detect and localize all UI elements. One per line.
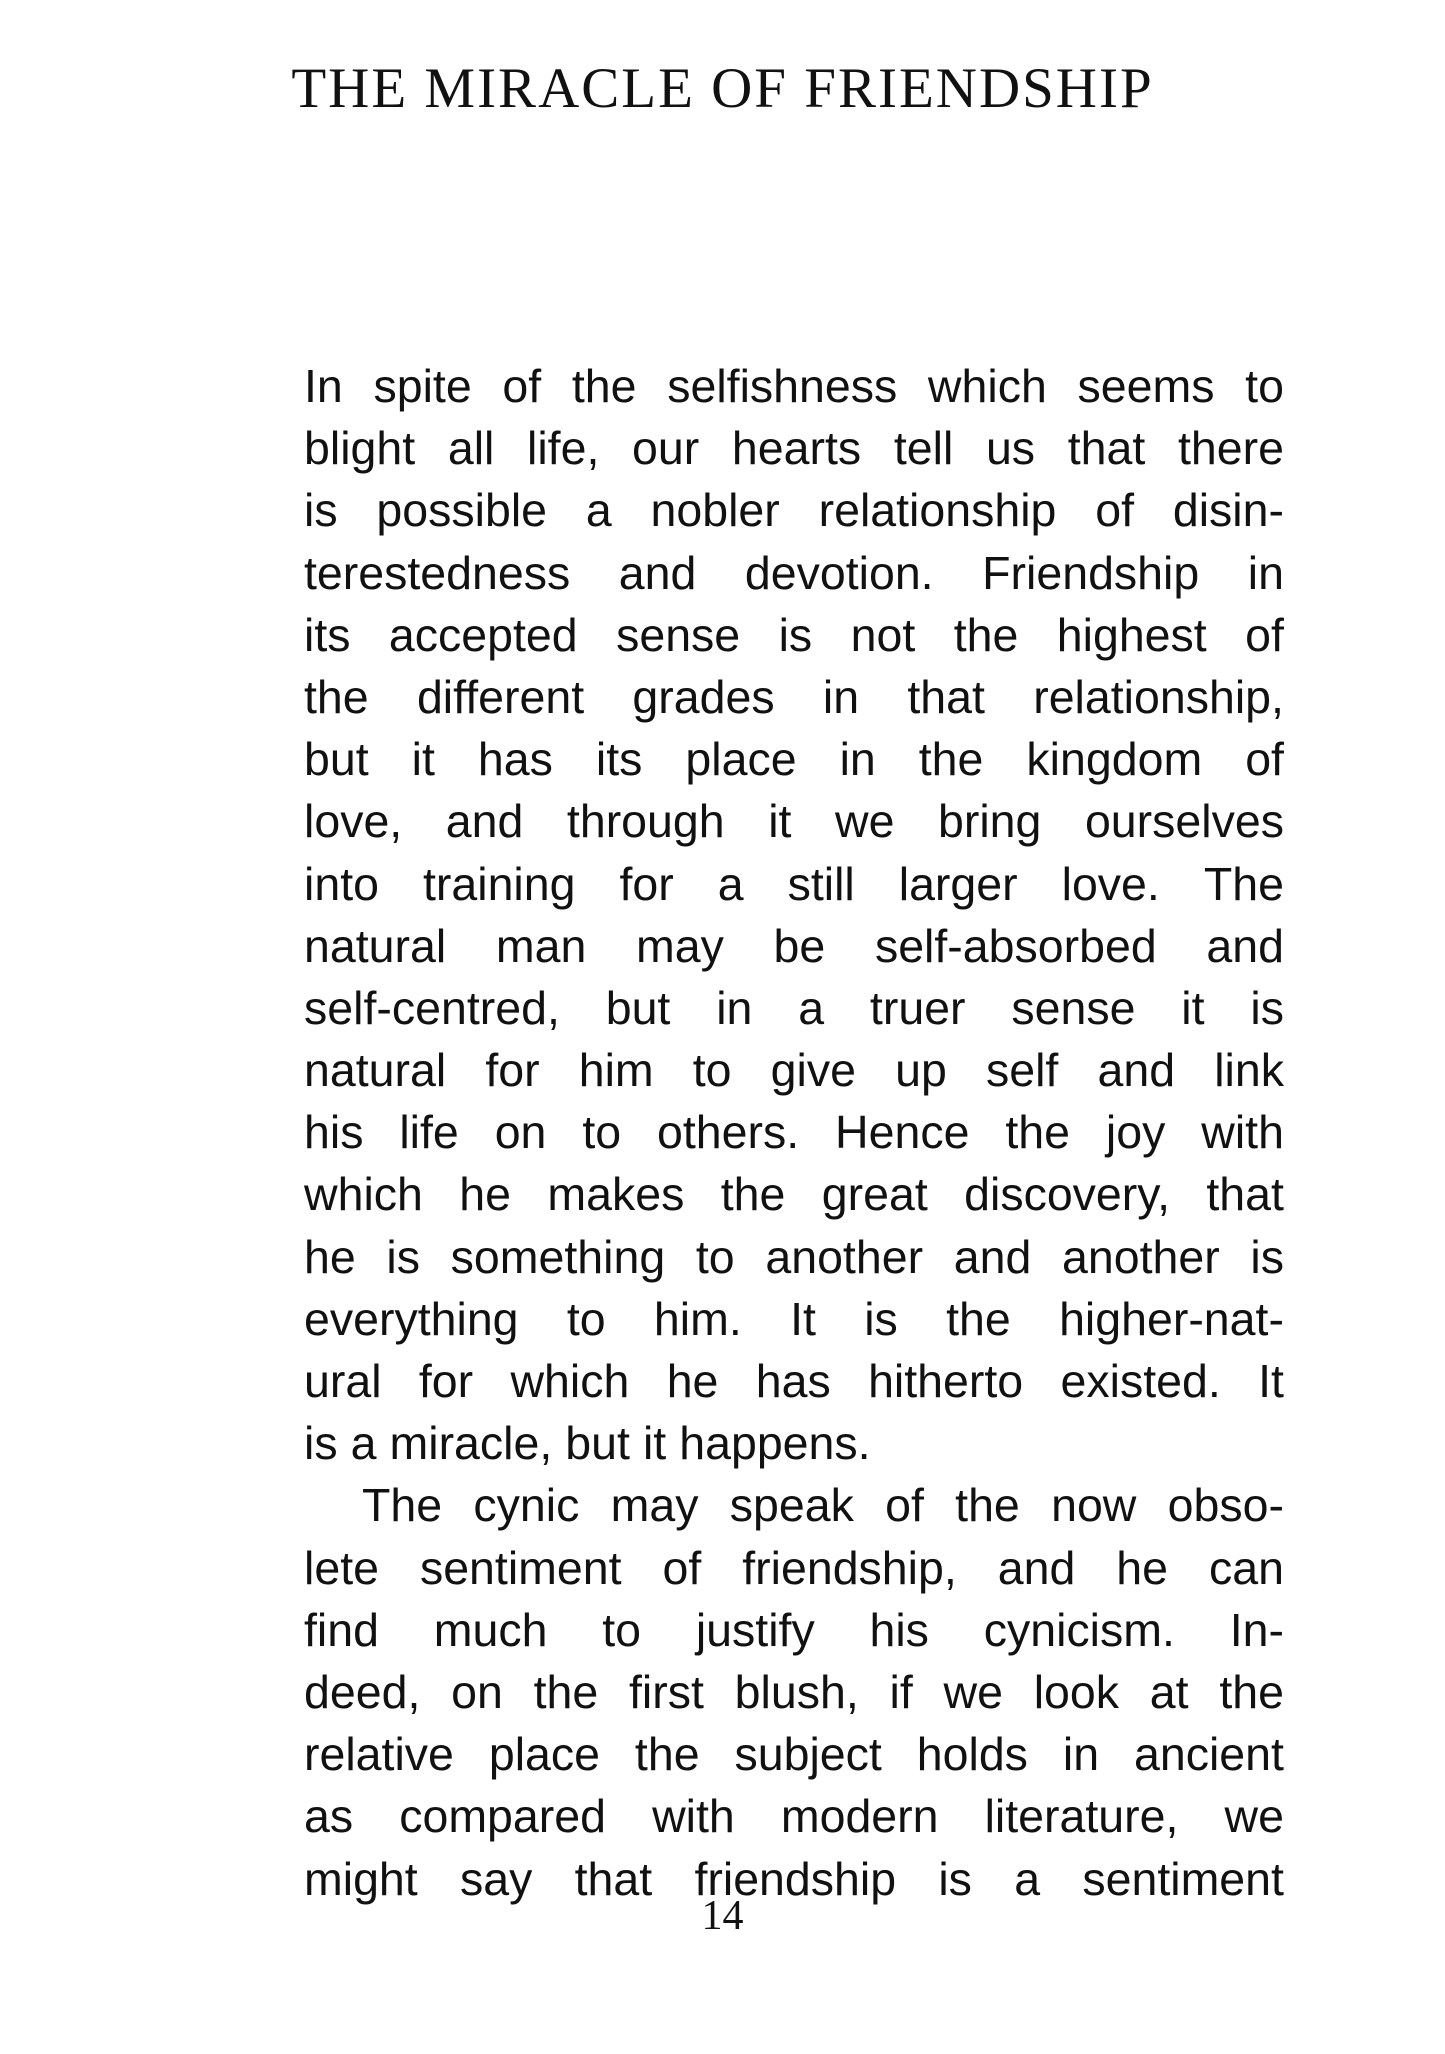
word: us bbox=[985, 422, 1036, 475]
text-line bbox=[304, 915, 1284, 977]
word: sentiment bbox=[419, 1541, 622, 1594]
word: the bbox=[533, 1665, 599, 1718]
word: the bbox=[634, 1728, 700, 1781]
word: much bbox=[433, 1603, 548, 1656]
word: a bbox=[1014, 1852, 1041, 1905]
word: the bbox=[946, 1292, 1011, 1345]
word: to bbox=[692, 1044, 732, 1097]
word: may bbox=[610, 1479, 699, 1532]
text-line bbox=[304, 355, 1284, 417]
word: a bbox=[585, 484, 612, 537]
word: that bbox=[1067, 422, 1146, 475]
word: of bbox=[662, 1541, 702, 1594]
word: in bbox=[716, 981, 753, 1034]
running-head: THE MIRACLE OF FRIENDSHIP bbox=[291, 57, 1154, 120]
word: self-absorbed bbox=[874, 919, 1157, 972]
word: hitherto bbox=[868, 1355, 1024, 1407]
word: and bbox=[618, 546, 697, 599]
word: with bbox=[652, 1790, 735, 1843]
word: ancient bbox=[1133, 1728, 1284, 1781]
text-line bbox=[304, 1723, 1284, 1785]
word: and bbox=[1097, 1044, 1176, 1097]
word: all bbox=[447, 422, 495, 475]
word: kingdom bbox=[1026, 733, 1203, 786]
word: something bbox=[450, 1230, 666, 1283]
word: sentiment bbox=[1082, 1852, 1284, 1905]
word: spite bbox=[373, 360, 472, 412]
word: its bbox=[304, 608, 351, 661]
word: discovery, bbox=[964, 1168, 1170, 1221]
word: love. bbox=[1061, 857, 1160, 910]
text-line bbox=[304, 728, 1284, 790]
word: look bbox=[1033, 1665, 1120, 1718]
word: he bbox=[459, 1168, 511, 1221]
word: It bbox=[1258, 1355, 1284, 1407]
word: modern bbox=[780, 1790, 939, 1843]
paragraph-2 bbox=[304, 1474, 1284, 1909]
word: he bbox=[666, 1355, 719, 1407]
word: the bbox=[953, 608, 1019, 661]
word: a bbox=[717, 857, 744, 910]
word: we bbox=[943, 1665, 1003, 1718]
word: but bbox=[605, 981, 671, 1034]
text-line bbox=[304, 1101, 1284, 1163]
word: a bbox=[350, 1417, 377, 1470]
word: holds bbox=[916, 1728, 1028, 1781]
word: self-centred, bbox=[304, 981, 560, 1034]
word: on bbox=[451, 1665, 503, 1718]
word: in bbox=[1062, 1728, 1100, 1781]
word: hearts bbox=[731, 422, 862, 475]
word: great bbox=[821, 1168, 928, 1221]
word: in bbox=[839, 733, 876, 786]
word: man bbox=[495, 919, 587, 972]
word: friendship, bbox=[742, 1541, 957, 1594]
word: of bbox=[502, 360, 542, 412]
word: relationship bbox=[818, 484, 1057, 537]
word: it bbox=[411, 733, 435, 786]
word: is bbox=[1250, 981, 1284, 1034]
word: it bbox=[1181, 981, 1205, 1034]
word: possible bbox=[376, 484, 548, 537]
word: joy bbox=[1105, 1106, 1166, 1159]
word: In- bbox=[1229, 1603, 1284, 1656]
word: up bbox=[895, 1044, 947, 1097]
word: blush, bbox=[734, 1665, 859, 1718]
text-line bbox=[304, 1599, 1284, 1661]
text-line bbox=[304, 790, 1284, 852]
word: now bbox=[1051, 1479, 1137, 1532]
word: is bbox=[304, 484, 338, 537]
word: it bbox=[768, 795, 792, 848]
word: different bbox=[416, 670, 585, 723]
word: cynic bbox=[473, 1479, 580, 1532]
text-line bbox=[304, 604, 1284, 666]
word: training bbox=[422, 857, 576, 910]
word: place bbox=[488, 1728, 600, 1781]
word: find bbox=[304, 1603, 379, 1656]
word: makes bbox=[547, 1168, 685, 1221]
word: larger bbox=[898, 857, 1018, 910]
word: is bbox=[864, 1292, 898, 1345]
word: compared bbox=[399, 1790, 606, 1843]
word: the bbox=[918, 733, 984, 786]
word: of bbox=[885, 1479, 924, 1532]
word: the bbox=[304, 670, 369, 723]
word: in bbox=[822, 670, 860, 723]
word: ural bbox=[304, 1355, 382, 1407]
text-line bbox=[304, 1785, 1284, 1847]
word: which bbox=[304, 1168, 423, 1221]
word: cynicism. bbox=[983, 1603, 1175, 1656]
word: has bbox=[477, 733, 553, 786]
word: at bbox=[1149, 1665, 1189, 1718]
word: sense bbox=[616, 608, 741, 661]
word: existed. bbox=[1060, 1355, 1221, 1407]
word: his bbox=[304, 1106, 364, 1159]
word: its bbox=[595, 733, 643, 786]
word: lete bbox=[304, 1541, 379, 1594]
word: of bbox=[1245, 608, 1284, 661]
word: for bbox=[485, 1044, 540, 1097]
word: natural bbox=[304, 919, 447, 972]
paragraph-1 bbox=[304, 355, 1284, 1474]
word: is bbox=[386, 1230, 420, 1283]
text-line bbox=[304, 1412, 1284, 1474]
word: that bbox=[574, 1852, 653, 1905]
word: to bbox=[582, 1106, 622, 1159]
word: friendship bbox=[694, 1852, 897, 1905]
word: on bbox=[494, 1106, 547, 1159]
text-line bbox=[304, 1661, 1284, 1723]
text-line bbox=[304, 479, 1284, 541]
word: It bbox=[790, 1292, 816, 1345]
word: bring bbox=[937, 795, 1042, 848]
word: him. bbox=[653, 1292, 742, 1345]
word: life, bbox=[527, 422, 600, 475]
word: we bbox=[1224, 1790, 1284, 1843]
word: in bbox=[1247, 546, 1284, 599]
text-line bbox=[304, 977, 1284, 1039]
word: selfishness bbox=[667, 360, 898, 412]
word: it bbox=[642, 1417, 667, 1470]
word: to bbox=[1245, 360, 1284, 412]
word: the bbox=[720, 1168, 786, 1221]
word: he bbox=[304, 1230, 356, 1283]
word: which bbox=[510, 1355, 630, 1407]
word: deed, bbox=[304, 1665, 421, 1718]
word: be bbox=[773, 919, 826, 972]
word: which bbox=[927, 360, 1047, 412]
word: sense bbox=[1011, 981, 1136, 1034]
word: another bbox=[1062, 1230, 1220, 1283]
word: to bbox=[566, 1292, 606, 1345]
word: as bbox=[304, 1790, 354, 1843]
word: seems bbox=[1077, 360, 1215, 412]
word: place bbox=[685, 733, 797, 786]
text-line bbox=[304, 853, 1284, 915]
word: miracle, bbox=[389, 1417, 553, 1470]
word: literature, bbox=[984, 1790, 1179, 1843]
page-number: 14 bbox=[701, 1893, 744, 1939]
text-line bbox=[304, 666, 1284, 728]
word: not bbox=[850, 608, 916, 661]
word: into bbox=[304, 857, 379, 910]
word: he bbox=[1116, 1541, 1169, 1594]
word: we bbox=[834, 795, 895, 848]
word: there bbox=[1177, 422, 1284, 475]
word: but bbox=[565, 1417, 630, 1470]
word: through bbox=[566, 795, 725, 848]
word: of bbox=[1245, 733, 1284, 786]
word: everything bbox=[304, 1292, 519, 1345]
word: Friendship bbox=[982, 546, 1200, 599]
word: tell bbox=[893, 422, 954, 475]
word: still bbox=[787, 857, 855, 910]
word: link bbox=[1214, 1044, 1284, 1097]
word: to bbox=[695, 1230, 735, 1283]
word: give bbox=[770, 1044, 856, 1097]
word: that bbox=[907, 670, 985, 723]
word: the bbox=[1219, 1665, 1284, 1718]
body-text bbox=[304, 355, 1284, 1910]
text-line bbox=[304, 1537, 1284, 1599]
word: our bbox=[632, 422, 700, 475]
word: but bbox=[304, 733, 369, 786]
word: The bbox=[362, 1479, 443, 1532]
word: obso- bbox=[1167, 1479, 1284, 1532]
word: that bbox=[1206, 1168, 1284, 1221]
word: Hence bbox=[835, 1106, 970, 1159]
word: the bbox=[955, 1479, 1020, 1532]
word: nobler bbox=[650, 484, 780, 537]
text-line bbox=[304, 1350, 1284, 1412]
word: life bbox=[399, 1106, 459, 1159]
word: justify bbox=[695, 1603, 815, 1656]
text-line bbox=[304, 542, 1284, 604]
word: might bbox=[304, 1852, 418, 1905]
word: devotion. bbox=[744, 546, 934, 599]
text-line bbox=[304, 1474, 1284, 1536]
word: happens. bbox=[679, 1417, 871, 1470]
word: blight bbox=[304, 422, 416, 475]
word: him bbox=[578, 1044, 654, 1097]
word: higher-nat- bbox=[1059, 1292, 1284, 1345]
word: and bbox=[1206, 919, 1284, 972]
word: grades bbox=[632, 670, 775, 723]
word: with bbox=[1201, 1106, 1284, 1159]
word: disin- bbox=[1172, 484, 1284, 537]
text-line bbox=[304, 1163, 1284, 1225]
word: the bbox=[1005, 1106, 1071, 1159]
word: highest bbox=[1056, 608, 1207, 661]
word: The bbox=[1203, 857, 1284, 910]
word: accepted bbox=[388, 608, 578, 661]
word: is bbox=[1250, 1230, 1284, 1283]
word: a bbox=[798, 981, 825, 1034]
word: self bbox=[985, 1044, 1059, 1097]
word: relationship, bbox=[1033, 670, 1284, 723]
word: speak bbox=[729, 1479, 854, 1532]
text-line bbox=[304, 1288, 1284, 1350]
word: for bbox=[418, 1355, 474, 1407]
word: ourselves bbox=[1084, 795, 1284, 848]
word: another bbox=[765, 1230, 924, 1283]
word: may bbox=[636, 919, 724, 972]
word: others. bbox=[656, 1106, 800, 1159]
word: and bbox=[997, 1541, 1076, 1594]
word: first bbox=[629, 1665, 704, 1718]
word: In bbox=[304, 360, 343, 412]
word: subject bbox=[734, 1728, 882, 1781]
word: and bbox=[953, 1230, 1032, 1283]
text-line bbox=[304, 417, 1284, 479]
word: terestedness bbox=[304, 546, 571, 599]
word: if bbox=[889, 1665, 913, 1718]
word: and bbox=[445, 795, 524, 848]
word: is bbox=[938, 1852, 972, 1905]
word: say bbox=[459, 1852, 533, 1905]
word: truer bbox=[869, 981, 966, 1034]
word: of bbox=[1095, 484, 1135, 537]
word: relative bbox=[304, 1728, 454, 1781]
word: has bbox=[755, 1355, 831, 1407]
text-line bbox=[304, 1226, 1284, 1288]
word: can bbox=[1208, 1541, 1284, 1594]
word: love, bbox=[304, 795, 403, 848]
text-line bbox=[304, 1039, 1284, 1101]
word: natural bbox=[304, 1044, 447, 1097]
word: the bbox=[571, 360, 637, 412]
word: is bbox=[778, 608, 813, 661]
word: is bbox=[304, 1417, 338, 1470]
word: for bbox=[619, 857, 674, 910]
word: his bbox=[869, 1603, 929, 1656]
word: to bbox=[602, 1603, 642, 1656]
